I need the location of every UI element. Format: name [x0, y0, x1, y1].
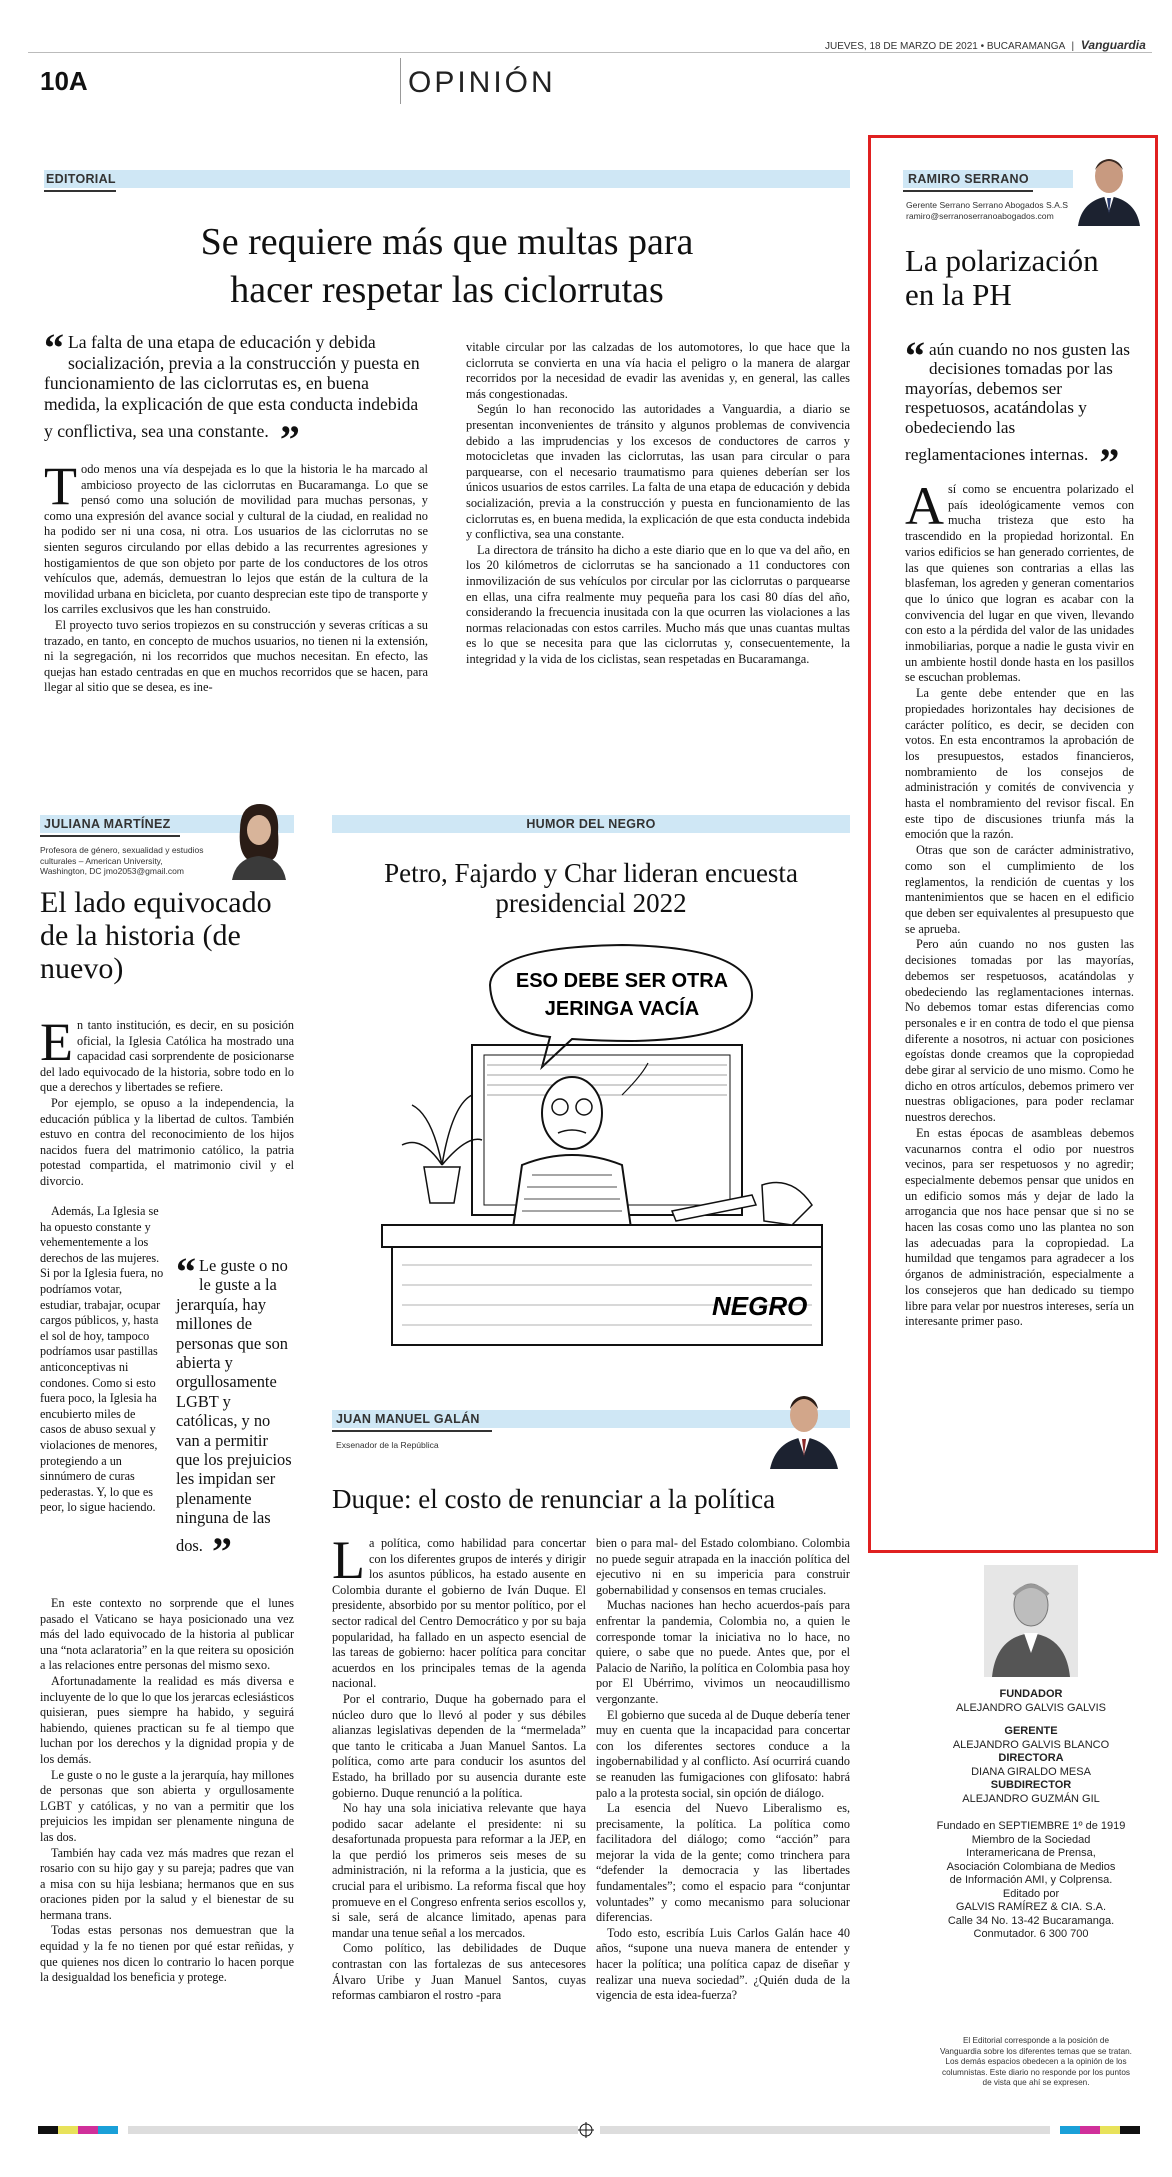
ramiro-avatar [1078, 150, 1140, 226]
fundador-label: FUNDADOR [999, 1688, 1063, 1700]
registration-mark-icon [578, 2122, 594, 2138]
editorial-p4: Según lo han reconocido las autoridades a Vanguardia, a diario se presentan inconvenientes de tránsito y algunos problemas de convivencia debido a las imprudencias y los excesos de conductores de carros y motocicletas que invaden las ciclorrutas, las usan para circular o para parquearse, con el necesario traumatismo para quienes deberían ser los únicos usuarios de estos carriles. La falta de una etapa de educación y debida socialización, previa a la construcción y puesta en funcionamiento de las ciclorrutas es, en buena medida, la explicación de que esta conducta indebida y conflictiva, sea una constante. [466, 402, 850, 542]
cartoon-title [332, 858, 850, 918]
galan-bio: Exsenador de la República [336, 1440, 439, 1450]
close-quote-icon: ” [279, 417, 300, 462]
print-colorbar-right [600, 2126, 1140, 2134]
juliana-narrow-col [40, 1204, 164, 1516]
page-number: 10A [40, 66, 88, 96]
juliana-p1: n tanto institución, es decir, en su posición oficial, la Iglesia Católica ha mostrado una capacidad casi sorprendente de posicionarse del lado equivocado de la historia, sobre todo en lo que a derechos y libertades se refiere. [40, 1018, 294, 1095]
galan-dropcap: L [332, 1530, 365, 1590]
galan-p2: Por el contrario, Duque ha gobernado para el núcleo duro que lo llevó al poder y sus débiles alianzas legislativas dependen de la “mermelada” que tanto le criticaba a Juan Manuel Santos. La política, como arte para conducir los asuntos del Estado, ha brillado por su ausencia durante este gobierno. Duque renunció a la política. [332, 1691, 586, 1800]
juliana-tag-underline [40, 835, 180, 837]
juliana-pullquote [176, 1249, 294, 1574]
juliana-p8: Todas estas personas nos demuestran que la equidad y la fe no tienen por qué estar reñidas, y que quienes nos dicen lo contrario lo hacen porque la desigualdad los beneficia y protege. [40, 1923, 294, 1985]
galan-avatar [768, 1385, 840, 1469]
info-line: Interamericana de Prensa, [966, 1847, 1096, 1859]
galan-p6: Muchas naciones han hecho acuerdos-país para enfrentar la pandemia, Colombia no, a quien le corresponde tomar la iniciativa no lo hace, no quiere, o sabe que no puede. Antes que, por el Palacio de Nariño, la política en Colombia pasa hoy por El Ubérrimo, vivimos un neocaudillismo vergonzante. [596, 1598, 850, 1706]
juliana-title-line3: nuevo) [40, 952, 124, 985]
ramiro-p2: La gente debe entender que en las propiedades horizontales hay decisiones de carácter político, es decir, se deciden con votos. En esta encontramos la aprobación de los presupuestos, estados financieros, nombramiento de los consejos de administración y comités de convivencia y hasta el nombramiento del revisor fiscal. En este tipo de discusiones triunfa más la emoción que la razón. [905, 686, 1134, 842]
juliana-dropcap: E [40, 1012, 73, 1072]
ramiro-bio-line2: ramiro@serranoserranoabogados.com [906, 211, 1054, 221]
juliana-bio-line2: culturales – American University, [40, 855, 163, 866]
ramiro-pullquote-text: aún cuando no nos gusten las decisiones tomadas por las mayorías, debemos ser respetuosos, acatándolas y obedeciendo las reglamentaciones internas. [905, 340, 1130, 465]
galan-p3: No hay una sola iniciativa relevante que haya podido sacar adelante el presidente: ni su desafortunada propuesta para reformar a la JEP, en la que perdió los primeros seis meses de su administración, ni la reforma a la justicia, que es crucial para el uribismo. La reforma fiscal que hoy promueve en el Congreso enfrenta serios escollos y, si sale, será de alcance limitado, apenas para mandar una tenue señal a los mercados. [332, 1801, 586, 1940]
juliana-title [40, 886, 272, 985]
info-line: Conmutador. 6 300 700 [973, 1928, 1089, 1940]
galan-author: JUAN MANUEL GALÁN [336, 1412, 480, 1426]
close-quote-icon: ” [211, 1528, 232, 1574]
galan-p4: Como político, las debilidades de Duque contrastan con las fortalezas de sus antecesores Álvaro Uribe y Juan Manuel Santos, cuyas reformas cambiaron el rostro -para [332, 1941, 586, 2003]
galan-p9: Todo esto, escribía Luis Carlos Galán hace 40 años, “supone una nueva manera de entender y hacer la política; una política capaz de diseñar y realizar una nueva sociedad”. ¿Quién duda de la vigencia de esta idea-fuerza? [596, 1925, 850, 2003]
editorial-col2 [466, 340, 850, 667]
editorial-title-line1: Se requiere más que multas para [200, 221, 694, 263]
info-line: Asociación Colombiana de Medios [946, 1860, 1116, 1873]
disclaimer-line: de vista que ahí se expresen. [982, 2078, 1090, 2087]
brand-name: Vanguardia [1080, 38, 1146, 52]
juliana-avatar [226, 800, 292, 880]
editorial-tag-bar [44, 170, 850, 188]
galan-p8: La esencia del Nuevo Liberalismo es, precisamente, la política. La política como facilitadora del diálogo; como “acción” para mejorar la vida de la gente; como trinchera para “defender la democracia y las libertades fundamentales”; como el espacio para “conjuntar voluntades” y como mecanismo para solucionar diferencias. [596, 1801, 850, 1925]
info-line: GALVIS RAMÍREZ & CIA. S.A. [955, 1901, 1107, 1913]
masthead [900, 1688, 1162, 1942]
juliana-bio-line1: Profesora de género, sexualidad y estudios [40, 845, 204, 855]
disclaimer-line: Vanguardia sobre los diferentes temas que se tratan. [940, 2046, 1132, 2056]
gerente-name: ALEJANDRO GALVIS BLANCO [952, 1738, 1110, 1751]
juliana-bio [40, 845, 240, 877]
editorial-p1: odo menos una vía despejada es lo que la historia le ha marcado al ambicioso proyecto de las ciclorrutas en Bucaramanga. Lo que se pensó como una solución de movilidad para muchas personas, y como una expresión del avance social y cultural de la ciudad, en realidad no ha podido ser ni una cosa, ni otra. Los usuarios de las ciclorrutas no se sienten seguros circulando por ellas debido a las recurrentes agresiones y hostigamientos de que son objeto por parte de los conductores de los otros vehículos que, además, demuestran lo lejos que están de la cultura de la movilidad urbana en bicicleta, por cuanto desprecian este tipo de transporte y los carriles exclusivos que les han construido. [44, 462, 428, 617]
bubble-line1: ESO DEBE SER OTRA [515, 970, 729, 992]
editorial-pullquote-text: La falta de una etapa de educación y debida socialización, previa a la construcción y puesta en funcionamiento de las ciclorrutas es, en buena medida, la explicación de que esta conducta indebida y conflictiva, sea una constante. [44, 332, 420, 441]
editorial-tag-underline [44, 190, 116, 192]
subdirector-name: ALEJANDRO GUZMÁN GIL [962, 1792, 1100, 1805]
juliana-p4: En este contexto no sorprende que el lunes pasado el Vaticano se haya posicionado una vez más del lado equivocado de la historia al publicar una “nota aclaratoria” en la que reitera su oposición a las relaciones entre personas del mismo sexo. [40, 1596, 294, 1673]
ramiro-author: RAMIRO SERRANO [908, 172, 1029, 186]
juliana-p5: Afortunadamente la realidad es más diversa e incluyente de lo que lo que los jerarcas eclesiásticos quisieran, pues siempre ha habido, y seguirá habiendo, quienes practican su fe al tiempo que luchan por los derechos y la dignidad propia y de los demás. [40, 1673, 294, 1766]
ramiro-pullquote [905, 333, 1135, 486]
founder-portrait [984, 1565, 1078, 1677]
cartoon-title-line2: presidencial 2022 [495, 888, 687, 918]
close-quote-icon: ” [1099, 440, 1120, 486]
directora-label: DIRECTORA [998, 1752, 1064, 1764]
dateline: JUEVES, 18 DE MARZO DE 2021 • BUCARAMANGA | Vanguardia [825, 38, 1146, 52]
ramiro-p1: sí como se encuentra polarizado el país ideológicamente vemos con mucha tristeza que esto ha trascendido en la propiedad horizontal. En varios edificios se han generado corrientes, de las que quienes son contrarias a ellas las blasfeman, los agreden y generan comentarios que lo único que logran es acabar con la convivencia del lugar en que viven, llevando con esto a la pérdida del valor de las unidades inmobiliarias, porque a nadie le gusta vivir en un ambiente hostil donde hasta en los pasillos se escuchan problemas. [905, 482, 1134, 685]
juliana-p7: También hay cada vez más madres que rezan el rosario con su hijo gay y su pareja; padres que van a misa con su hija lesbiana; hermanos que en sus oraciones piden por la salud y el bienestar de su hermana trans. [40, 1845, 294, 1922]
editorial-title [44, 218, 850, 314]
ramiro-p4: Pero aún cuando no nos gusten las decisiones tomadas por las mayorías, debemos ser respetuosos, acatándolas y obedeciendo las reglamentaciones internas. No debemos tomar estas diferencias como personales e ir en contra de todo el que piensa diferente a nosotros, ni actuar con posiciones egoístas donde creamos que la copropiedad debe girar al servicio de uno mismo. Como he dicho en otros artículos, debemos primero ver nuestras obligaciones, para poder reclamar nuestros derechos. [905, 937, 1134, 1125]
galan-p5: bien o para mal- del Estado colombiano. Colombia no puede seguir atrapada en la inacción política del ejecutivo ni en su impericia para construir gobernabilidad y consensos en temas cruciales. [596, 1536, 850, 1597]
juliana-p3: Además, La Iglesia se ha opuesto constante y vehementemente a los derechos de las mujeres. Si por la Iglesia fuera, no podríamos votar, estudiar, trabajar, ocupar cargos públicos, y, hasta el sol de hoy, tampoco podríamos usar pastillas anticonceptivas ni condones. Como si esto fuera poco, la Iglesia ha encubierto miles de casos de abuso sexual y violaciones de menores, protegiendo a un sinnúmero de curas pederastas. Y, lo que es peor, lo sigue haciendo. [40, 1204, 164, 1515]
ramiro-title-line1: La polarización [905, 243, 1099, 278]
info-line: Calle 34 No. 13-42 Bucaramanga. [947, 1914, 1115, 1927]
juliana-rest [40, 1596, 294, 1986]
info-line: Miembro de la Sociedad [971, 1833, 1091, 1846]
juliana-pullquote-text: Le guste o no le guste a la jerarquía, hay millones de personas que son abierta y orgullosamente LGBT y católicas, y no van a permitir que los prejuicios les impidan ser plenamente ninguna de las dos. [176, 1256, 292, 1555]
disclaimer-line: El Editorial corresponde a la posición de [962, 2036, 1110, 2045]
ramiro-tag-underline [903, 190, 1033, 192]
juliana-p2: Por ejemplo, se opuso a la independencia, la educación pública y la libertad de cultos. También estuvo en contra del reconocimiento de los hijos nacidos fuera del matrimonio católico, la patria potestad compartida, el matrimonio civil y el divorcio. [40, 1095, 294, 1188]
open-quote-icon: “ [176, 1249, 196, 1294]
ramiro-p5: En estas épocas de asambleas debemos vacunarnos contra el odio por nuestros vecinos, para ser respetuosos y no agredir; especialmente debemos pensar que unidos en un edificio somos más y dejar de lado la arrogancia que nos hace pensar que si no se hacen las cosas como uno las plantea no son las adecuadas para la copropiedad. La humildad que tengamos para agradecer a los órganos de administración, especialmente a los consejeros que han dedicado su tiempo libre para velar por nuestros intereses, sería un interesante primer paso. [905, 1125, 1134, 1329]
cartoon-signature: NEGRO [712, 1291, 808, 1321]
editorial-tag: EDITORIAL [46, 172, 116, 186]
ramiro-body [905, 476, 1134, 1330]
gerente-label: GERENTE [1004, 1725, 1058, 1737]
info-line: Editado por [1002, 1887, 1060, 1900]
disclaimer-line: Los demás espacios obedecen a la opinión de los [945, 2057, 1127, 2066]
editorial-title-line2: hacer respetar las ciclorrutas [230, 269, 664, 311]
ramiro-dropcap: A [905, 476, 944, 536]
galan-tag-underline [332, 1430, 492, 1432]
editorial-col1 [44, 456, 428, 696]
cartoon-title-line1: Petro, Fajardo y Char lideran encuesta [384, 858, 798, 888]
galan-col1 [332, 1530, 586, 2004]
cartoon-drawing [372, 935, 842, 1355]
galan-p7: El gobierno que suceda al de Duque debería tener muy en cuenta que la incapacidad para concertar con los diferentes sectores conduce a la ingobernabilidad y al conflicto. Así ocurrirá cuando se reanuden las fumigaciones con glifosato: habrá palo a la protesta social, sin opción de diálogo. [596, 1707, 850, 1800]
ramiro-title-line2: en la PH [905, 277, 1012, 312]
galan-col2 [596, 1536, 850, 2004]
ramiro-bio-line1: Gerente Serrano Serrano Abogados S.A.S [906, 200, 1068, 210]
editorial-p5: La directora de tránsito ha dicho a este diario que en lo que va del año, en los 20 kilómetros de ciclorrutas se ha sancionado a 11 conductores con inmovilización de sus vehículos por circular por las ciclorrutas o parquearse en ellas, una cifra realmente muy pequeña para los casi 80 días del año, considerando la frecuencia inusitada con la que ocurren las violaciones a las normas relacionadas con estos carriles. Mucho más que unas cuantas multas es lo que se necesita para que las ciclorrutas y, consecuentemente, la integridad y la vida de los ciclistas, sean respetadas en Bucaramanga. [466, 542, 850, 666]
directora-name: DIANA GIRALDO MESA [971, 1765, 1091, 1778]
dateline-text: JUEVES, 18 DE MARZO DE 2021 • BUCARAMANGA [825, 41, 1065, 52]
bubble-line2: JERINGA VACÍA [544, 998, 700, 1020]
disclaimer-line: columnistas. Este diario no responde por los puntos [942, 2067, 1130, 2077]
juliana-p6: Le guste o no le guste a la jerarquía, hay millones de personas que son abierta y orgullosamente LGBT y católicas, y no van a permitir que los prejuicios les impidan ser plenamente ninguna de las dos. [40, 1767, 294, 1844]
juliana-intro [40, 1012, 294, 1190]
juliana-title-line1: El lado equivocado [40, 886, 272, 919]
editorial-p3: vitable circular por las calzadas de los automotores, lo que hace que la ciclorruta se convierta en una vía hacia el peligro o la manera de alargar recorridos por la necesidad de evadir las avenidas y, en general, las calles más congestionadas. [466, 340, 850, 401]
header-divider [400, 58, 401, 104]
cartoon-tag: HUMOR DEL NEGRO [526, 817, 656, 831]
disclaimer [910, 2036, 1162, 2089]
print-colorbar-left [38, 2126, 578, 2134]
ramiro-bio [906, 200, 1068, 222]
info-line: de Información AMI, y Colprensa. [949, 1874, 1113, 1886]
info-line: Fundado en SEPTIEMBRE 1º de 1919 [936, 1820, 1126, 1832]
galan-title: Duque: el costo de renunciar a la política [332, 1484, 776, 1514]
subdirector-label: SUBDIRECTOR [990, 1779, 1072, 1791]
header-rule [28, 52, 1152, 53]
galan-p1: a política, como habilidad para concertar con los diferentes grupos de interés y dirigir los asuntos públicos, ha estado ausente en Colombia durante el gobierno de Iván Duque. El presidente, absorbido por su mentor político, por el sector radical del Centro Democrático y por su baja popularidad, ha fallado en un aspecto esencial de las tareas de gobierno: hacer política para concitar acuerdos en los principales temas de la agenda nacional. [332, 1536, 586, 1691]
open-quote-icon: “ [905, 333, 925, 378]
fundador-name: ALEJANDRO GALVIS GALVIS [956, 1701, 1106, 1714]
editorial-pullquote [44, 325, 424, 462]
editorial-dropcap: T [44, 456, 77, 516]
juliana-author: JULIANA MARTÍNEZ [44, 817, 171, 831]
ramiro-title [905, 244, 1099, 312]
section-title: OPINIÓN [408, 66, 556, 99]
editorial-p2: El proyecto tuvo serios tropiezos en su construcción y severas críticas a su trazado, en tanto, en concepto de muchos usuarios, no tienen ni la extensión, ni la segregación, ni los recorridos que muchos necesitan. En efecto, las quejas han estado centradas en que en muchos recorridos que se hacen, para llegar al sitio que se desea, es ine- [44, 617, 428, 695]
juliana-title-line2: de la historia (de [40, 919, 241, 952]
juliana-bio-line3: Washington, DC jmo2053@gmail.com [40, 866, 184, 876]
open-quote-icon: “ [44, 325, 64, 370]
ramiro-p3: Otras que son de carácter administrativo, como son el cumplimiento de los reglamentos, la rendición de cuentas y los mantenimientos que se hacen en el edificio que deben ser equivalentes al presupuesto que se aprueba. [905, 843, 1134, 936]
